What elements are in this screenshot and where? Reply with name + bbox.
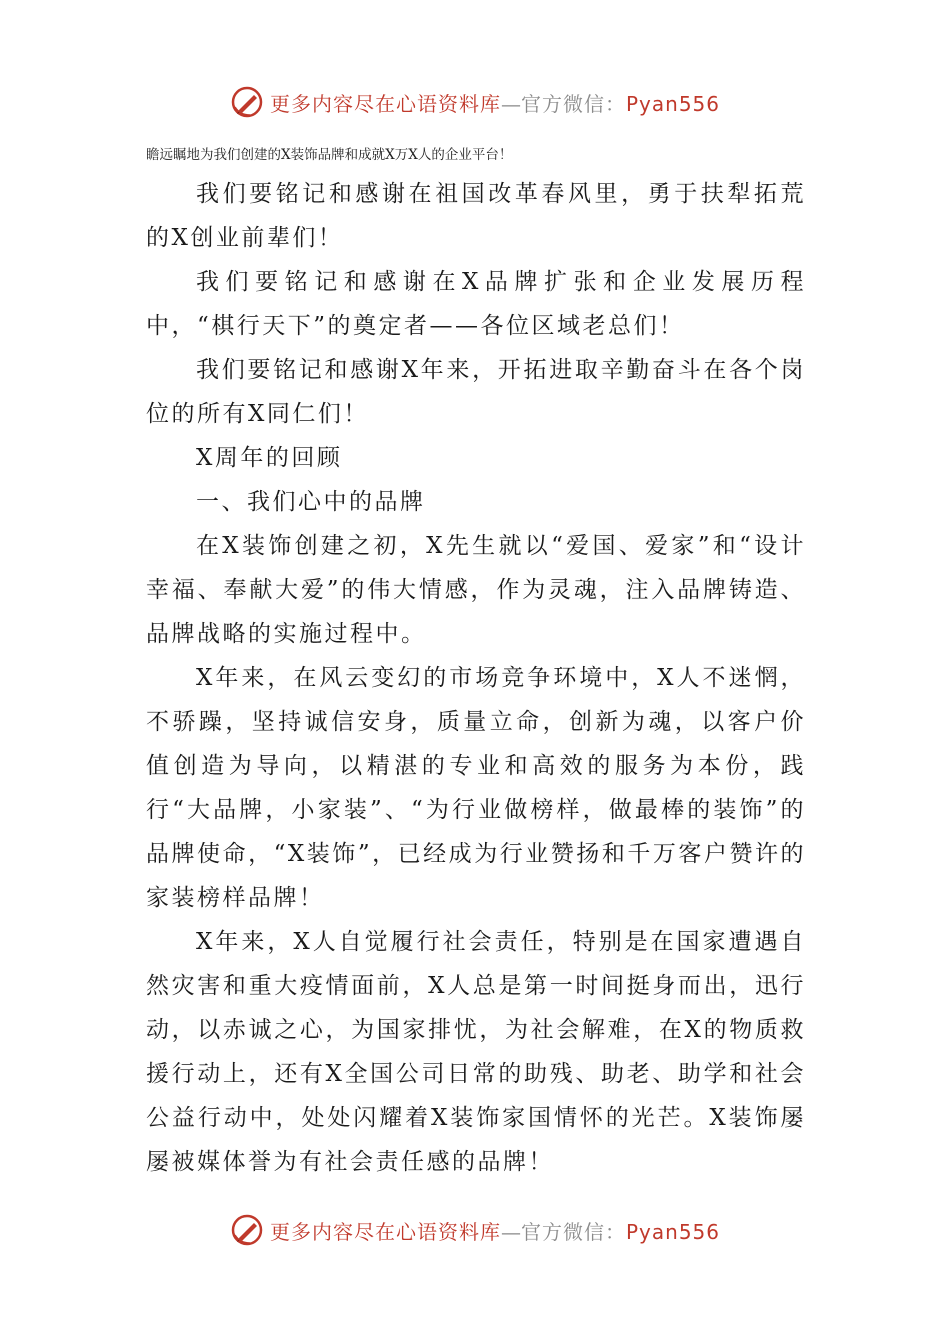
watermark-text — [270, 1216, 720, 1245]
paragraph: 我们要铭记和感谢X年来，开拓进取辛勤奋斗在各个岗位的所有X同仁们！ — [146, 357, 806, 427]
paragraph: X年来，在风云变幻的市场竞争环境中，X人不迷惘，不骄躁，坚持诚信安身，质量立命，创新为魂，以客户价值创造为导向，以精湛的专业和高效的服务为本份，践行“大品牌，小家装”、“为行业做榜样，做最棒的装饰”的品牌使命，“X装饰”，已经成为行业赞扬和千万客户赞许的家装榜样品牌！ — [146, 665, 806, 911]
paragraph: X年来，X人自觉履行社会责任，特别是在国家遭遇自然灾害和重大疫情面前，X人总是第一时间挺身而出，迅行动，以赤诚之心，为国家排忧，为社会解难，在X的物质救援行动上，还有X全国公司日常的助残、助老、助学和社会公益行动中，处处闪耀着X装饰家国情怀的光芒。X装饰屡屡被媒体誉为有社会责任感的品牌！ — [146, 929, 806, 1175]
document-body — [146, 172, 806, 1184]
watermark-text — [270, 88, 720, 117]
watermark-label: 更多内容尽在心语资料库 — [269, 1219, 501, 1244]
pen-logo-icon — [230, 1213, 264, 1247]
watermark-separator: — — [500, 1219, 521, 1244]
watermark-separator: — — [500, 91, 521, 116]
footer-watermark-banner — [0, 1208, 950, 1252]
watermark-wechat-id: Pyan556 — [625, 91, 720, 116]
section-heading: X周年的回顾 — [196, 445, 343, 471]
continuation-line: 瞻远瞩地为我们创建的X装饰品牌和成就X万X人的企业平台！ — [146, 147, 513, 163]
pen-logo-icon — [230, 85, 264, 119]
watermark-label: 更多内容尽在心语资料库 — [269, 91, 501, 116]
paragraph: 我们要铭记和感谢在X品牌扩张和企业发展历程中，“棋行天下”的奠定者——各位区域老总们！ — [146, 269, 806, 339]
paragraph: 我们要铭记和感谢在祖国改革春风里，勇于扶犁拓荒的X创业前辈们！ — [146, 181, 806, 251]
watermark-wechat-label: 官方微信： — [520, 91, 626, 116]
watermark-wechat-label: 官方微信： — [520, 1219, 626, 1244]
watermark-wechat-id: Pyan556 — [625, 1219, 720, 1244]
paragraph: 在X装饰创建之初，X先生就以“爱国、爱家”和“设计幸福、奉献大爱”的伟大情感，作为灵魂，注入品牌铸造、品牌战略的实施过程中。 — [146, 533, 806, 647]
header-watermark-banner — [0, 80, 950, 124]
subsection-heading: 一、我们心中的品牌 — [196, 489, 426, 515]
